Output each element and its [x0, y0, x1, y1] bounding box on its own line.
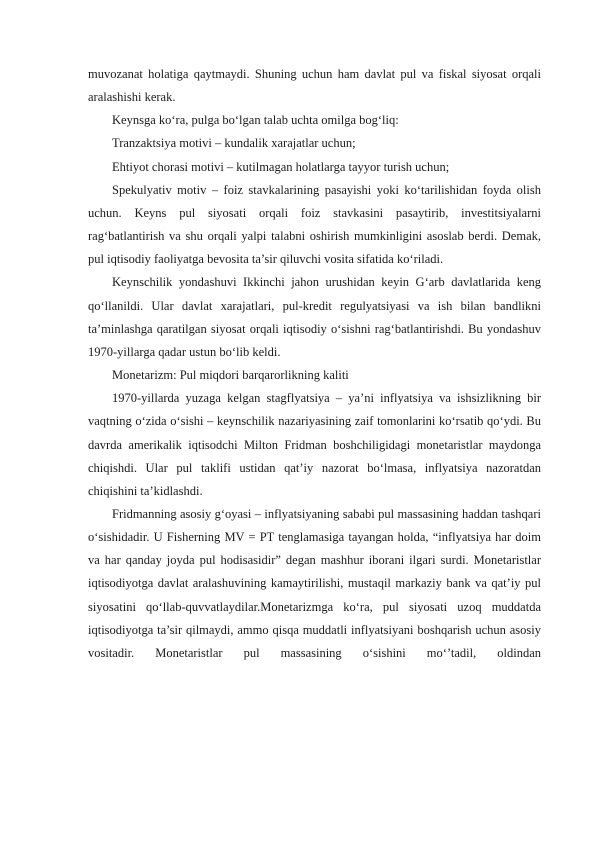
- paragraph-intro-continuation: muvozanat holatiga qaytmaydi. Shuning uchun ham davlat pul va fiskal siyosat orqali aralashishi kerak.: [88, 67, 541, 105]
- paragraph-monetarism-heading: Monetarizm: Pul miqdori barqarorlikning kaliti: [112, 368, 349, 383]
- paragraph-transaction-motive: Tranzaktsiya motivi – kundalik xarajatlar uchun;: [112, 136, 356, 151]
- paragraph-stagflation: 1970-yillarda yuzaga kelgan stagflyatsiya – ya’ni inflyatsiya va ishsizlikning bir vaqtning o‘zida o‘sishi – keynschilik nazariyasining zaif tomonlarini ko‘rsatib qo‘ydi. Bu davrda amerikalik iqtisodchi Milton Fridman boshchiligidagi monetaristlar maydonga chiqishdi. Ular pul taklifi ustidan qat’iy nazorat bo‘lmasa, inflyatsiya nazoratdan chiqishini ta’kidlashdi.: [88, 391, 541, 498]
- paragraph-speculative-motive: Spekulyativ motiv – foiz stavkalarining pasayishi yoki ko‘tarilishidan foyda olish uchun. Keyns pul siyosati orqali foiz stavkasini pasaytirib, investitsiyalarni rag‘batlantirish va shu orqali yalpi talabni oshirish mumkinligini asoslab berdi. Demak, pul iqtisodiy faoliyatga bevosita ta’sir qiluvchi vosita sifatida ko‘riladi.: [88, 182, 541, 267]
- paragraph-precautionary-motive: Ehtiyot chorasi motivi – kutilmagan holatlarga tayyor turish uchun;: [112, 159, 450, 174]
- document-page: [88, 63, 541, 665]
- paragraph-friedman: Fridmanning asosiy g‘oyasi – inflyatsiyaning sababi pul massasining haddan tashqari o‘sishidadir. U Fisherning MV = PT tenglamasiga tayangan holda, “inflyatsiya har doim va har qanday joyda pul hodisasidir” degan mashhur iborani ilgari surdi. Monetaristlar iqtisodiyotga davlat aralashuvining kamaytirilishi, mustaqil markaziy bank va qat’iy pul siyosatini qo‘llab-quvvatlaydilar.Monetarizmga ko‘ra, pul siyosati uzoq muddatda iqtisodiyotga ta’sir qilmaydi, ammo qisqa muddatli inflyatsiyani boshqarish uchun asosiy vositadir. Monetaristlar pul massasining o‘sishini mo‘’tadil, oldindan: [88, 506, 541, 660]
- paragraph-keynesian-approach: Keynschilik yondashuvi Ikkinchi jahon urushidan keyin G‘arb davlatlarida keng qo‘llanildi. Ular davlat xarajatlari, pul-kredit regulyatsiyasi va ish bilan bandlikni ta’minlashga qaratilgan siyosat orqali iqtisodiy o‘sishni rag‘batlantirishdi. Bu yondashuv 1970-yillarga qadar ustun bo‘lib keldi.: [88, 275, 541, 359]
- paragraph-keynes-demand-factors: Keynsga ko‘ra, pulga bo‘lgan talab uchta omilga bog‘liq:: [112, 113, 399, 128]
